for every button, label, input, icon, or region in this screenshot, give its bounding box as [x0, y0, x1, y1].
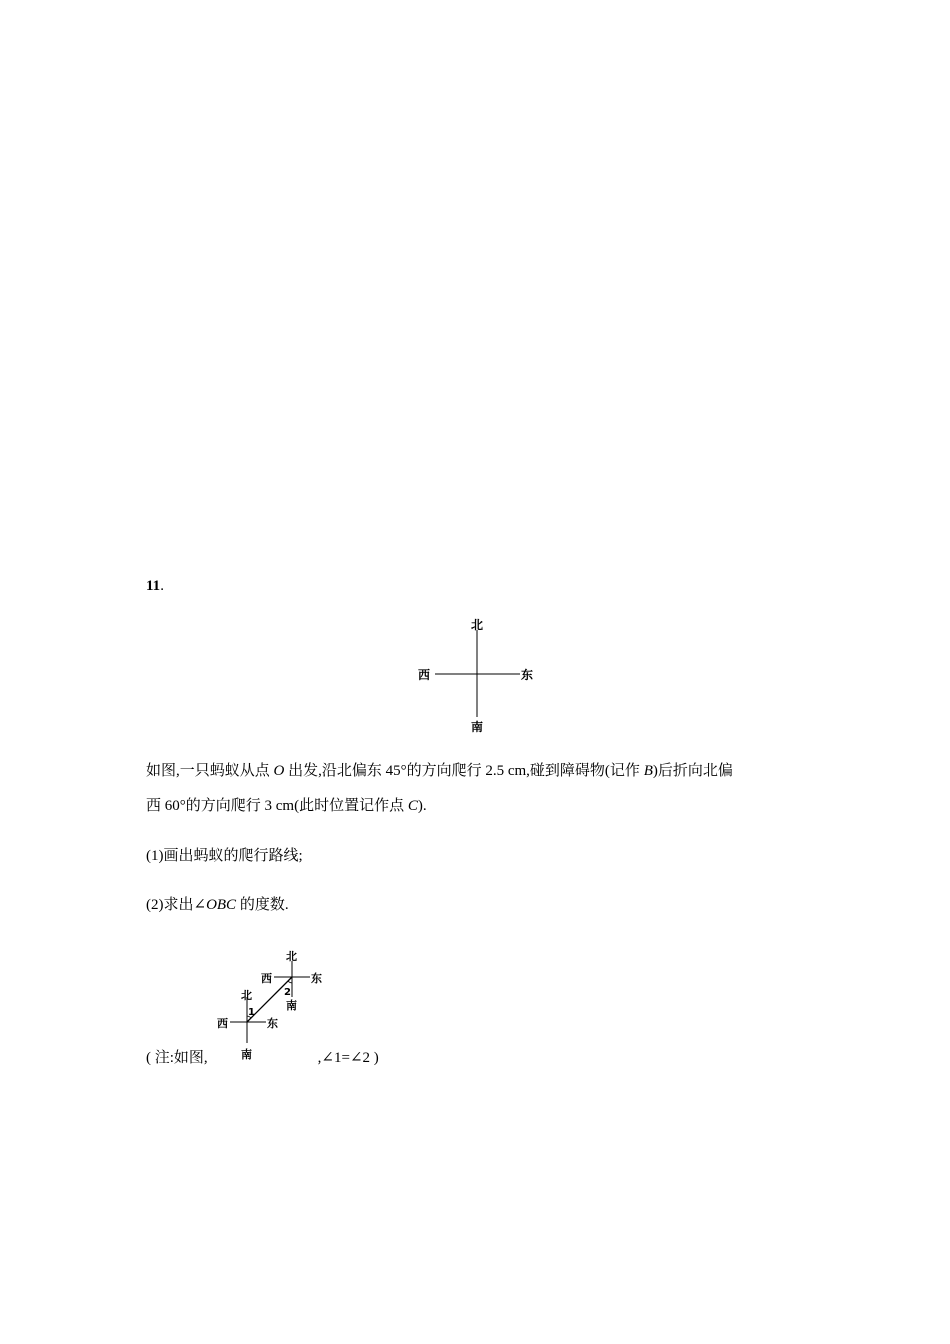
compass-south-label: 南	[471, 720, 484, 734]
angle-2-label: 2	[284, 987, 291, 998]
upper-west-label: 西	[261, 972, 272, 985]
compass-diagram	[410, 612, 550, 737]
lower-north-label: 北	[241, 989, 252, 1002]
upper-south-label: 南	[286, 999, 297, 1012]
upper-east-label: 东	[311, 972, 322, 985]
problem-text-line1: 如图,一只蚂蚁从点 O 出发,沿北偏东 45°的方向爬行 2.5 cm,碰到障碍物(记作 B)后折向北偏	[146, 763, 733, 779]
compass-east-label: 东	[521, 668, 534, 682]
upper-north-label: 北	[286, 950, 297, 963]
problem-text-line2: 西 60°的方向爬行 3 cm(此时位置记作点 C).	[146, 798, 427, 814]
angle-2-arc	[288, 981, 292, 983]
question-number: 11.	[146, 578, 164, 594]
lower-south-label: 南	[241, 1048, 252, 1061]
lower-east-label: 东	[267, 1017, 278, 1030]
note-text: ( 注:如图, ,∠1=∠2 )	[146, 1050, 379, 1066]
angle-1-label: 1	[248, 1007, 255, 1018]
compass-north-label: 北	[471, 618, 484, 632]
part1-text: (1)画出蚂蚁的爬行路线;	[146, 848, 303, 864]
lower-west-label: 西	[217, 1017, 228, 1030]
part2-text: (2)求出∠OBC 的度数.	[146, 897, 289, 913]
compass-west-label: 西	[418, 668, 431, 682]
